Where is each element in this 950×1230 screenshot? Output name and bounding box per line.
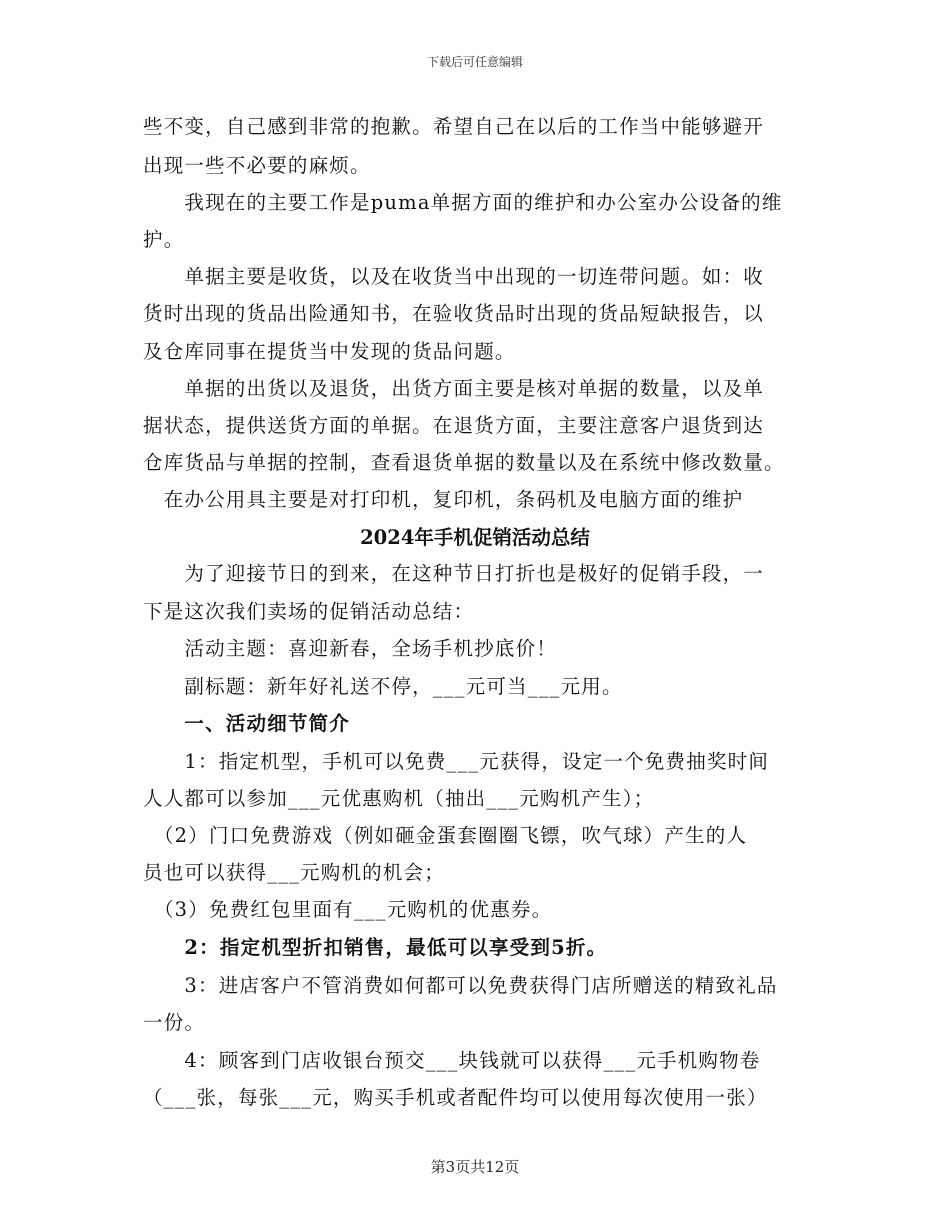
bold-line: 2：指定机型折扣销售，最低可以享受到5折。 [143,936,608,959]
subsection-heading: 一、活动细节简介 [143,712,351,735]
body-line: 据状态，提供送货方面的单据。在退货方面，主要注意客户退货到达 [143,414,765,437]
body-line: 下是这次我们卖场的促销活动总结： [143,600,475,623]
body-line: （2）门口免费游戏（例如砸金蛋套圈圈飞镖，吹气球）产生的人 [143,824,748,847]
body-line: 员也可以获得___元购机的机会； [143,861,445,884]
body-line: 些不变，自己感到非常的抱歉。希望自己在以后的工作当中能够避开 [143,115,765,138]
body-line: 4：顾客到门店收银台预交___块钱就可以获得___元手机购物卷 [143,1049,761,1072]
page-header-note: 下载后可任意编辑 [426,55,523,69]
body-line: 副标题：新年好礼送不停，___元可当___元用。 [143,675,623,698]
body-line: 在办公用具主要是对打印机，复印机，条码机及电脑方面的维护 [143,488,744,511]
body-line: 3：进店客户不管消费如何都可以免费获得门店所赠送的精致礼品 [143,974,778,997]
body-line: 单据的出货以及退货，出货方面主要是核对单据的数量，以及单 [143,377,765,400]
body-line: 1：指定机型，手机可以免费___元获得，设定一个免费抽奖时间 [143,750,770,773]
body-line: 及仓库同事在提货当中发现的货品问题。 [143,340,516,363]
body-line: 一份。 [143,1011,206,1034]
body-line: 活动主题：喜迎新春，全场手机抄底价！ [143,637,558,660]
body-line: 出现一些不必要的麻烦。 [143,154,371,177]
body-line: 货时出现的货品出险通知书，在验收货品时出现的货品短缺报告，以 [143,302,765,325]
body-line: 人人都可以参加___元优惠购机（抽出___元购机产生）； [143,787,655,810]
section-title: 2024年手机促销活动总结 [360,526,590,549]
body-line: 仓库货品与单据的控制，查看退货单据的数量以及在系统中修改数量。 [143,451,785,474]
body-line: （___张，每张___元，购买手机或者配件均可以使用每次使用一张） [143,1086,768,1109]
body-line: 护。 [143,228,185,251]
body-line: 我现在的主要工作是puma单据方面的维护和办公室办公设备的维 [143,191,783,214]
body-line: （3）免费红包里面有___元购机的优惠券。 [143,898,553,921]
body-line: 单据主要是收货，以及在收货当中出现的一切连带问题。如：收 [143,265,765,288]
page-number: 第3页共12页 [430,1158,520,1176]
body-line: 为了迎接节日的到来，在这种节日打折也是极好的促销手段，一 [143,562,765,585]
